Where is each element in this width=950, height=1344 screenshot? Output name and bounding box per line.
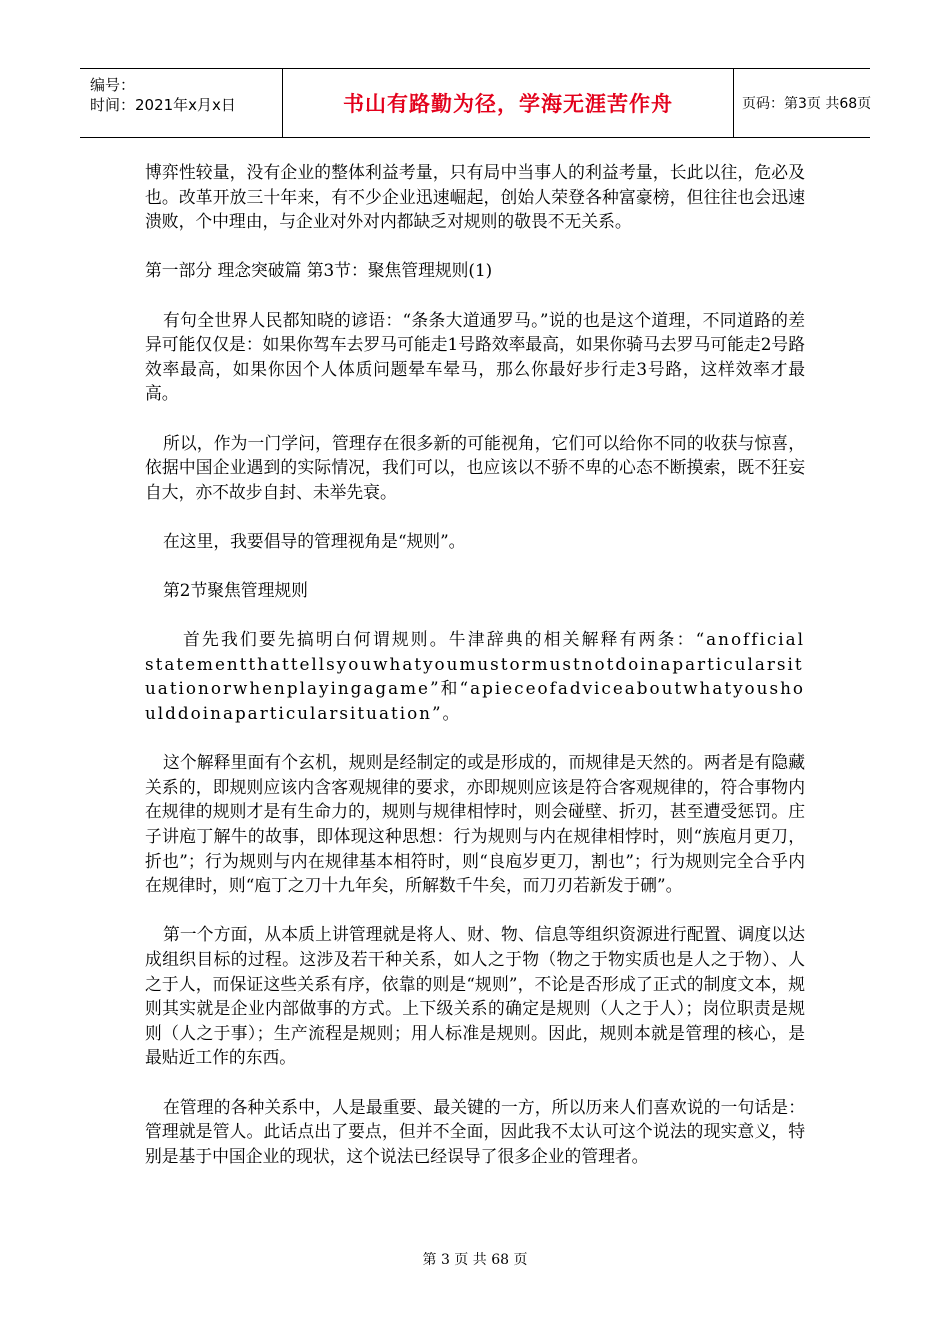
header-motto: 书山有路勤为径，学海无涯苦作舟 bbox=[283, 69, 734, 137]
header-meta-cell bbox=[80, 69, 283, 137]
document-body bbox=[145, 160, 805, 1168]
page-header bbox=[80, 68, 870, 138]
paragraph: 首先我们要先搞明白何谓规则。牛津辞典的相关解释有两条：“anofficialstatementthattellsyouwhatyoumustormustnotdoinaparticularsituationorwhenplayingagame”和“apieceofadviceaboutwhatyoushoulddoinaparticularsituation”。 bbox=[145, 629, 805, 724]
paragraph: 在管理的各种关系中，人是最重要、最关键的一方，所以历来人们喜欢说的一句话是：管理就是管人。此话点出了要点，但并不全面，因此我不太认可这个说法的现实意义，特别是基于中国企业的现状，这个说法已经误导了很多企业的管理者。 bbox=[145, 1096, 805, 1166]
paragraph: 这个解释里面有个玄机，规则是经制定的或是形成的，而规律是天然的。两者是有隐藏关系的，即规则应该内含客观规律的要求，亦即规则应该是符合客观规律的，符合事物内在规律的规则才是有生命力的，规则与规律相悖时，则会碰壁、折刃，甚至遭受惩罚。庄子讲庖丁解牛的故事，即体现这种思想：行为规则与内在规律相悖时，则“族庖月更刀，折也”；行为规则与内在规律基本相符时，则“良庖岁更刀，割也”；行为规则完全合乎内在规律时，则“庖丁之刀十九年矣，所解数千牛矣，而刀刃若新发于硎”。 bbox=[145, 752, 805, 896]
paragraph: 在这里，我要倡导的管理视角是“规则”。 bbox=[163, 530, 466, 551]
paragraph: 所以，作为一门学问，管理存在很多新的可能视角，它们可以给你不同的收获与惊喜，依据中国企业遇到的实际情况，我们可以，也应该以不骄不卑的心态不断摸索，既不狂妄自大，亦不故步自封、未举先衰。 bbox=[145, 432, 805, 502]
document-date-label: 时间：2021年x月x日 bbox=[90, 96, 236, 114]
section-heading: 第一部分 理念突破篇 第3节：聚焦管理规则(1) bbox=[145, 260, 493, 281]
paragraph: 第一个方面，从本质上讲管理就是将人、财、物、信息等组织资源进行配置、调度以达成组织目标的过程。这涉及若干种关系，如人之于物（物之于物实质也是人之于物）、人之于人，而保证这些关系有序，依靠的则是“规则”，不论是否形成了正式的制度文本，规则其实就是企业内部做事的方式。上下级关系的确定是规则（人之于人）；岗位职责是规则（人之于事）；生产流程是规则；用人标准是规则。因此，规则本就是管理的核心，是最贴近工作的东西。 bbox=[145, 924, 805, 1068]
paragraph: 博弈性较量，没有企业的整体利益考量，只有局中当事人的利益考量，长此以往，危必及也。改革开放三十年来，有不少企业迅速崛起，创始人荣登各种富豪榜，但往往也会迅速溃败，个中理由，与企业对外对内都缺乏对规则的敬畏不无关系。 bbox=[145, 162, 805, 232]
page-footer: 第 3 页 共 68 页 bbox=[422, 1252, 528, 1268]
header-page-info: 页码：第3页 共68页 bbox=[742, 96, 872, 112]
document-number-label: 编号： bbox=[90, 76, 136, 94]
paragraph: 有句全世界人民都知晓的谚语：“条条大道通罗马。”说的也是这个道理，不同道路的差异可能仅仅是：如果你驾车去罗马可能走1号路效率最高，如果你骑马去罗马可能走2号路效率最高，如果你因个人体质问题晕车晕马，那么你最好步行走3号路，这样效率才最高。 bbox=[145, 309, 805, 404]
section-heading: 第2节聚焦管理规则 bbox=[163, 580, 308, 601]
